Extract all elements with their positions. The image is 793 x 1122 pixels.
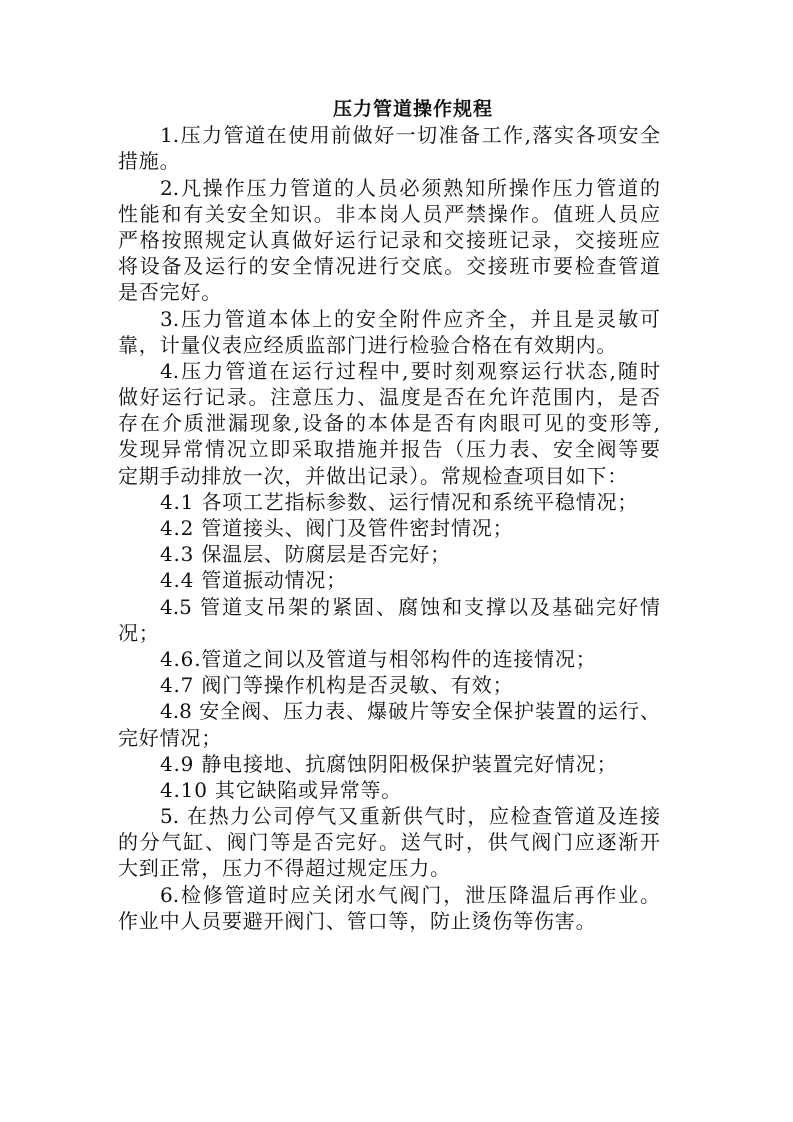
document-body (118, 122, 660, 934)
paragraph (118, 698, 660, 750)
paragraph-line: 6.检修管道时应关闭水气阀门，泄压降温后再作业。 (160, 882, 660, 907)
paragraph (118, 672, 660, 698)
paragraph (118, 358, 660, 489)
paragraph (118, 122, 660, 174)
document-page (118, 96, 660, 934)
paragraph-line: 是否完好。 (118, 280, 222, 305)
paragraph-line: 靠，计量仪表应经质监部门进行检验合格在有效期内。 (118, 332, 618, 357)
paragraph-line: 4.2 管道接头、阀门及管件密封情况； (160, 516, 514, 541)
paragraph-line: 性能和有关安全知识。非本岗人员严禁操作。值班人员应 (118, 201, 660, 226)
paragraph (118, 751, 660, 777)
paragraph (118, 489, 660, 515)
paragraph (118, 515, 660, 541)
paragraph-line: 4.7 阀门等操作机构是否灵敏、有效； (160, 673, 514, 698)
paragraph-line: 存在介质泄漏现象,设备的本体是否有肉眼可见的变形等, (118, 411, 660, 436)
paragraph-line: 大到正常，压力不得超过规定压力。 (118, 856, 451, 881)
paragraph-line: 4.4 管道振动情况； (160, 568, 347, 593)
paragraph-line: 措施。 (118, 149, 181, 174)
paragraph-line: 严格按照规定认真做好运行记录和交接班记录，交接班应 (118, 227, 660, 252)
paragraph (118, 777, 660, 803)
paragraph-line: 4.10 其它缺陷或异常等。 (160, 777, 403, 802)
paragraph-line: 4.1 各项工艺指标参数、运行情况和系统平稳情况； (160, 489, 639, 514)
paragraph-line: 作业中人员要避开阀门、管口等，防止烫伤等伤害。 (118, 908, 597, 933)
paragraph-line: 完好情况； (118, 725, 222, 750)
paragraph-line: 2.凡操作压力管道的人员必须熟知所操作压力管道的 (160, 175, 660, 200)
paragraph-line: 5. 在热力公司停气又重新供气时，应检查管道及连接 (160, 804, 660, 829)
paragraph-line: 发现异常情况立即采取措施并报告（压力表、安全阀等要 (118, 437, 660, 462)
paragraph-line: 4.3 保温层、防腐层是否完好； (160, 542, 451, 567)
paragraph-line: 1.压力管道在使用前做好一切准备工作,落实各项安全 (160, 123, 660, 148)
paragraph-line: 将设备及运行的安全情况进行交底。交接班市要检查管道 (118, 254, 660, 279)
paragraph (118, 306, 660, 358)
paragraph-line: 4.8 安全阀、压力表、爆破片等安全保护装置的运行、 (160, 699, 660, 724)
paragraph-line: 4.压力管道在运行过程中,要时刻观察运行状态,随时 (160, 358, 660, 383)
paragraph-line: 况； (118, 620, 160, 645)
paragraph (118, 594, 660, 646)
document-title: 压力管道操作规程 (332, 98, 493, 120)
paragraph (118, 882, 660, 934)
paragraph (118, 803, 660, 882)
paragraph-line: 4.9 静电接地、抗腐蚀阴阳极保护装置完好情况； (160, 751, 618, 776)
paragraph-line: 的分气缸、阀门等是否完好。送气时，供气阀门应逐渐开 (118, 830, 660, 855)
paragraph (118, 646, 660, 672)
paragraph-line: 做好运行记录。注意压力、温度是否在允许范围内，是否 (118, 385, 660, 410)
paragraph-line: 4.5 管道支吊架的紧固、腐蚀和支撑以及基础完好情 (160, 594, 660, 619)
paragraph-line: 3.压力管道本体上的安全附件应齐全，并且是灵敏可 (160, 306, 660, 331)
paragraph-line: 定期手动排放一次，并做出记录）。常规检查项目如下： (118, 463, 628, 488)
paragraph (118, 175, 660, 306)
paragraph (118, 567, 660, 593)
paragraph-line: 4.6.管道之间以及管道与相邻构件的连接情况； (160, 646, 597, 671)
paragraph (118, 541, 660, 567)
